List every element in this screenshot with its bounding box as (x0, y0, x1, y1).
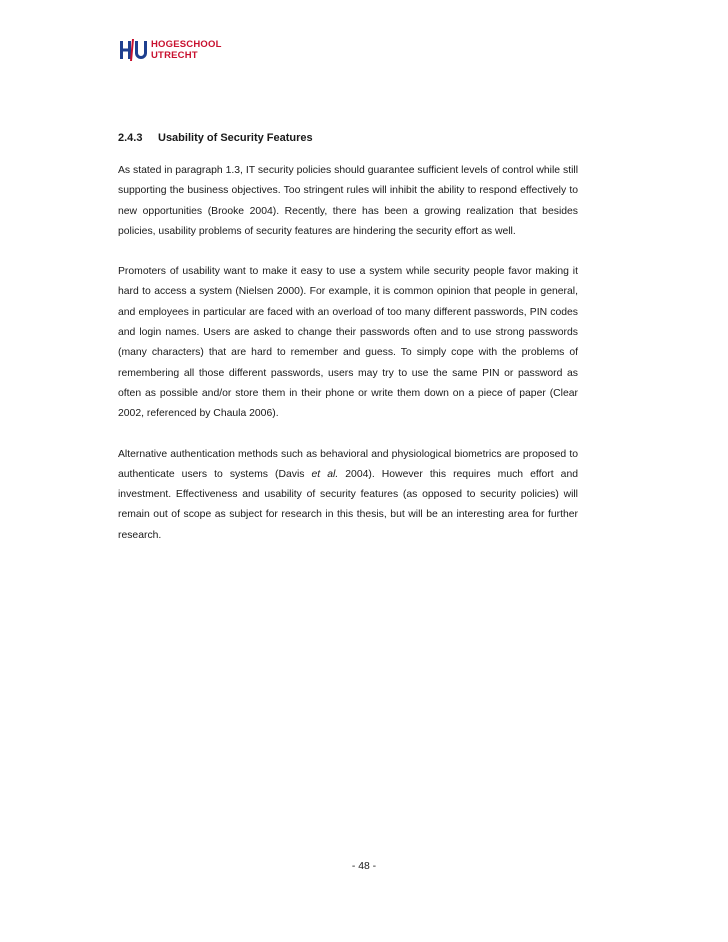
paragraph-3 (118, 445, 578, 546)
paragraph-3-text-b: 2004). However this requires much effort and investment. Effectiveness and usability of security features (as opposed to security policies) will remain out of scope as subject for research in this thesis, but will be an interesting area for further research. (118, 468, 579, 541)
page-number: - 48 - (351, 861, 377, 872)
section-heading (118, 131, 578, 145)
hu-mark-icon (119, 38, 149, 62)
paragraph-1: As stated in paragraph 1.3, IT security policies should guarantee sufficient levels of control while still supporting the business objectives. Too stringent rules will inhibit the ability to respond effectively to new opportunities (Brooke 2004). Recently, there has been a growing realization that besides policies, usability problems of security features are hindering the security effort as well. (118, 165, 578, 237)
paragraph-2: Promoters of usability want to make it easy to use a system while security people favor making it hard to access a system (Nielsen 2000). For example, it is common opinion that people in general, and employees in particular are faced with an overload of too many different passwords, PIN codes and login names. Users are asked to change their passwords often and to use strong passwords (many characters) that are hard to remember and guess. To simply cope with the problems of remembering all those different passwords, users may try to use the same PIN or password as often as possible and/or store them in their phone or write them down on a piece of paper (Clear 2002, referenced by Chaula 2006). (118, 266, 578, 420)
logo-wordmark (151, 39, 222, 61)
paragraph-3-text-a: Alternative authentication methods such as behavioral and physiological biometrics are proposed to authenticate users to systems (Davis (118, 448, 578, 480)
logo-line-2: UTRECHT (151, 50, 198, 61)
section-number: 2.4.3 (118, 132, 143, 144)
paragraph-3-italic: et al. (311, 468, 339, 480)
page-content (118, 131, 578, 546)
section-title: Usability of Security Features (158, 132, 313, 144)
logo-line-1: HOGESCHOOL (151, 39, 222, 50)
hogeschool-utrecht-logo (119, 38, 222, 62)
